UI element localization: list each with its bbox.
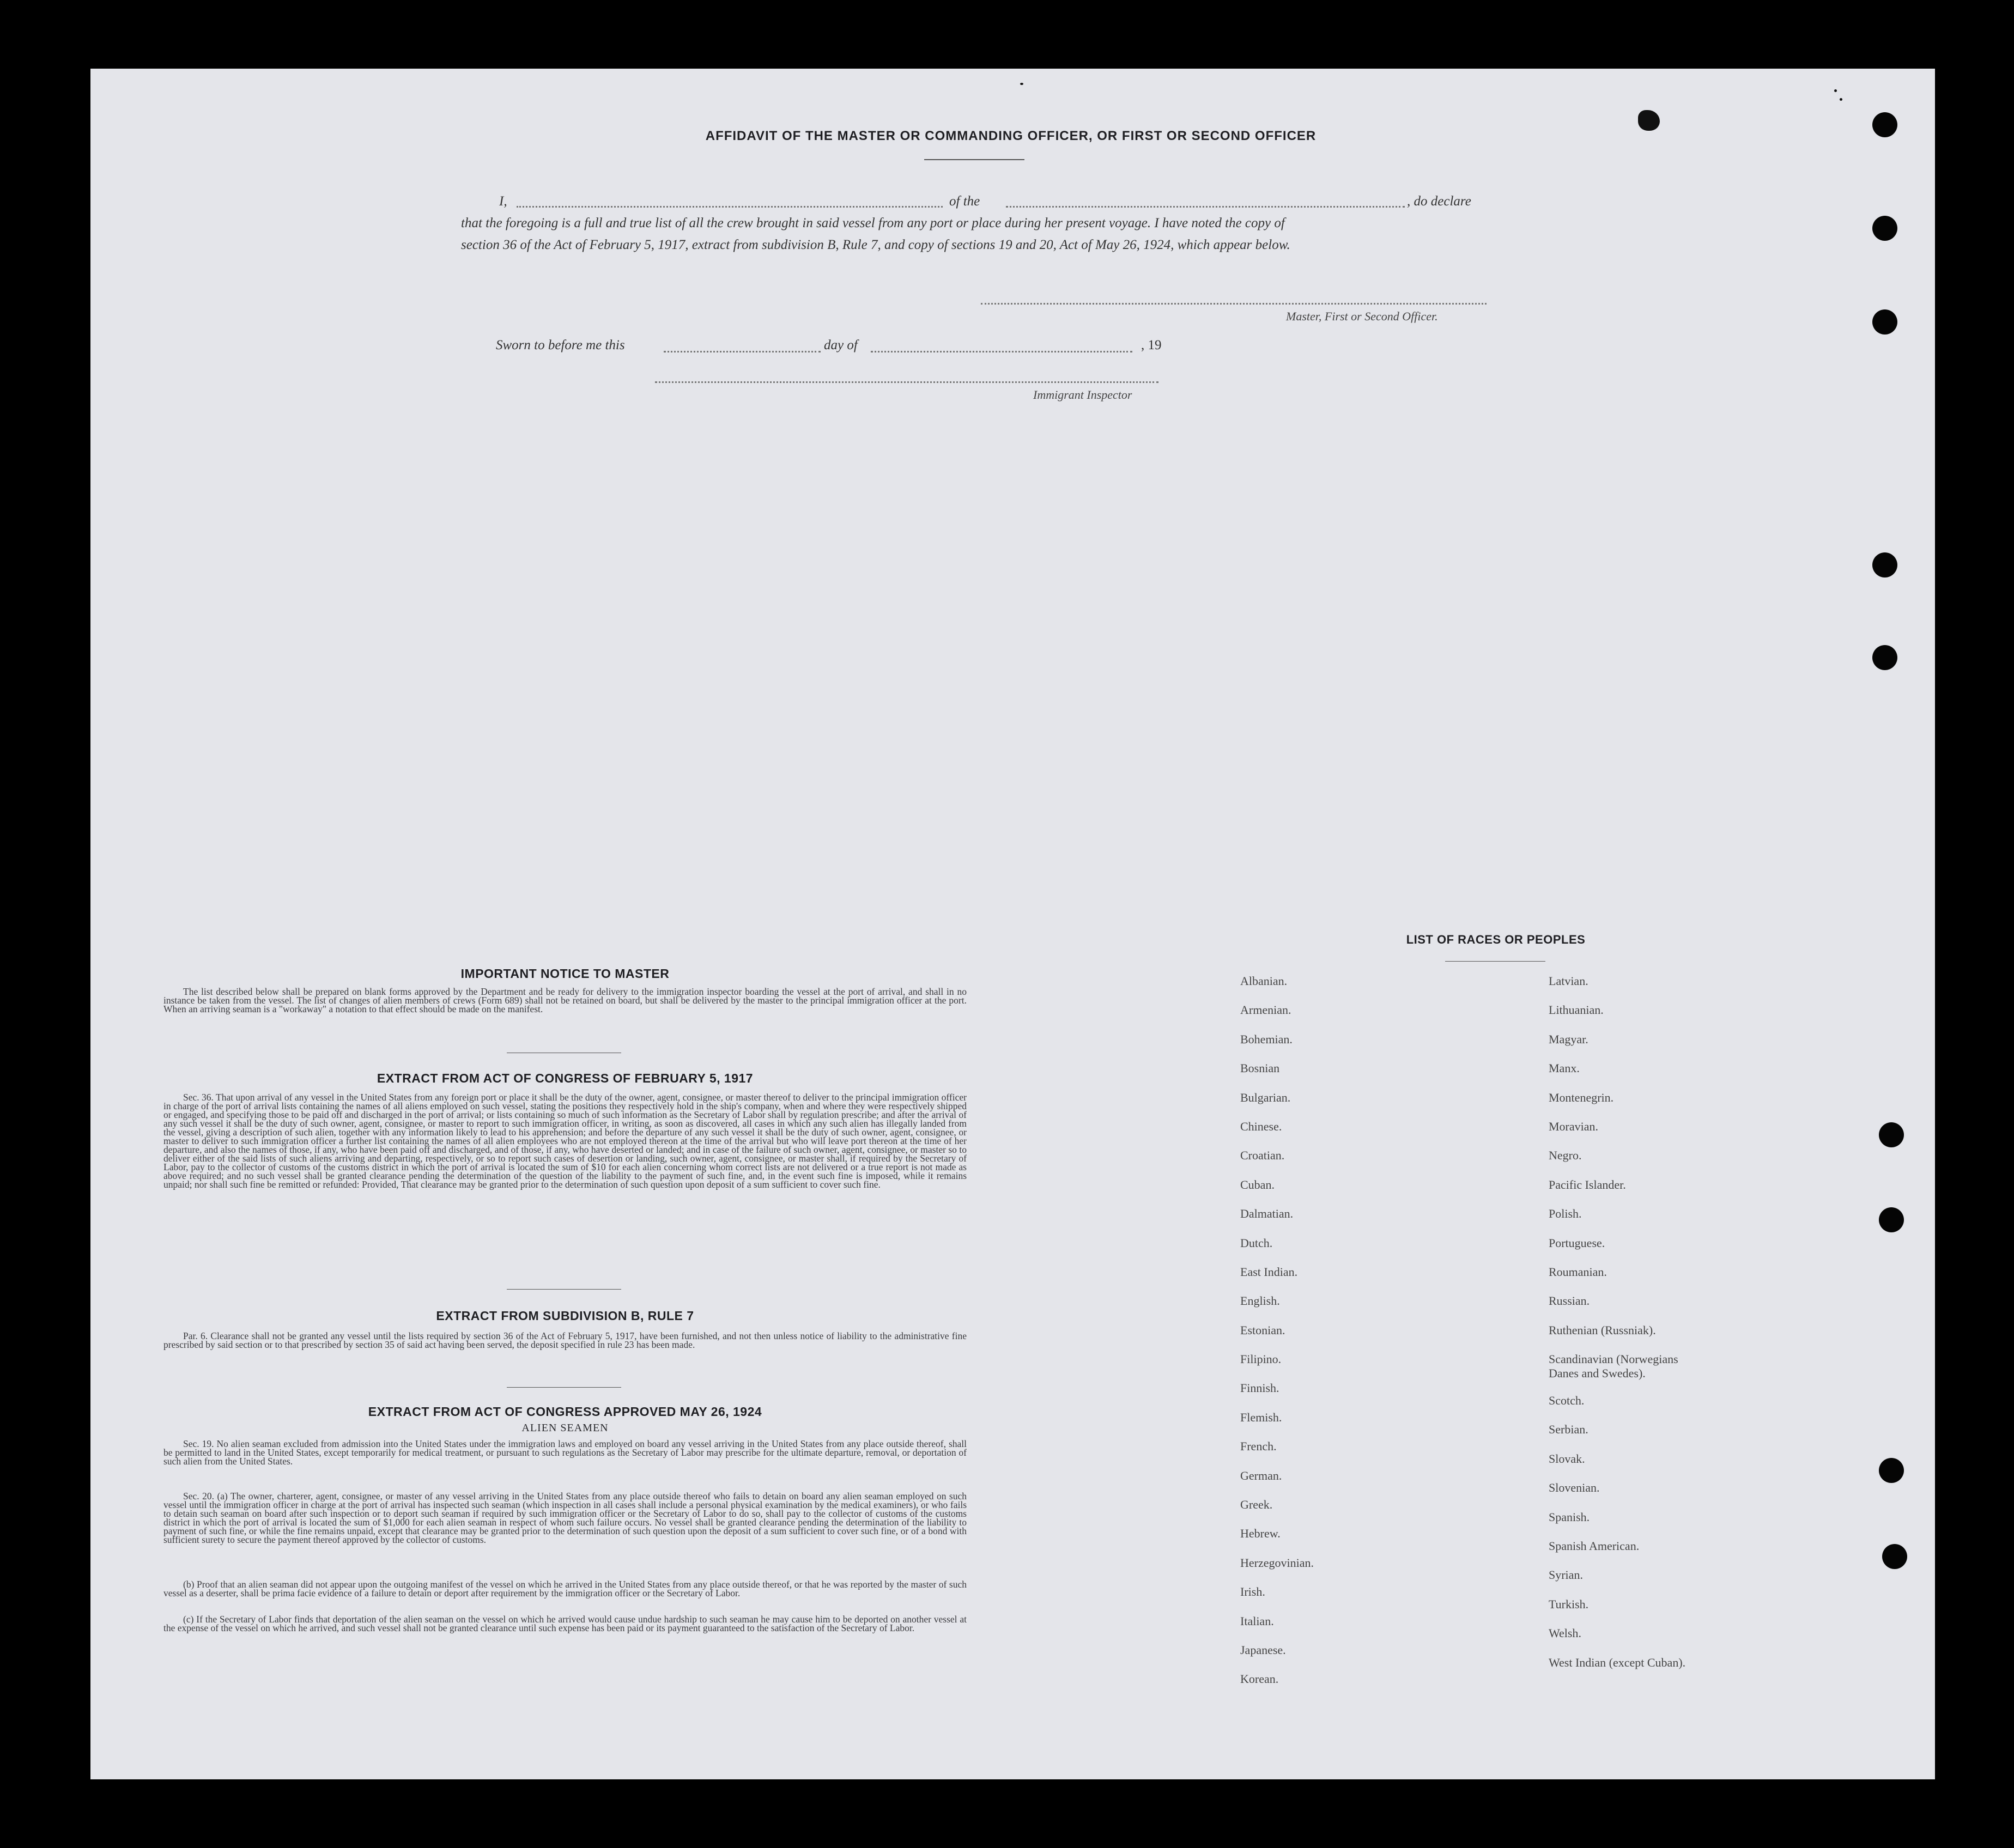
- race-item: Slovak.: [1549, 1451, 1585, 1466]
- race-item: Filipino.: [1240, 1352, 1282, 1366]
- sec20c-text: (c) If the Secretary of Labor finds that deportation of the alien seaman on the vessel on which he arrived would cause undue hardship to such seaman he may cause him to be deported on another vessel at the expense of the vessel on which he arrived, and such vessel shall not be granted clearance until such expense has been paid or its payment guaranteed to the satisfaction of the Secretary of Labor.: [163, 1614, 967, 1633]
- race-item: Ruthenian (Russniak).: [1549, 1323, 1656, 1337]
- race-item: French.: [1240, 1439, 1277, 1454]
- race-item: Turkish.: [1549, 1597, 1589, 1611]
- race-item: Flemish.: [1240, 1410, 1282, 1424]
- race-item: Scotch.: [1549, 1394, 1585, 1408]
- race-item: Bosnian: [1240, 1061, 1280, 1075]
- punch-hole: [1879, 1122, 1904, 1147]
- race-item: Cuban.: [1240, 1177, 1275, 1192]
- rule7-text: Par. 6. Clearance shall not be granted any vessel until the lists required by section 36 of the Act of February 5, 1917, have been furnished, and not then unless notice of liability to the administrative fine prescribed by said section or to that prescribed by section 35 of said act having been served, the deposit specified in rule 23 has been made.: [163, 1330, 967, 1350]
- ink-speck: [1840, 98, 1842, 101]
- race-item: Moravian.: [1549, 1119, 1599, 1133]
- punch-hole: [1872, 552, 1897, 578]
- master-signature-field[interactable]: [981, 303, 1487, 305]
- signature-label: Master, First or Second Officer.: [1286, 309, 1438, 323]
- races-right-column: [1549, 974, 1821, 1685]
- race-item: Montenegrin.: [1549, 1090, 1614, 1104]
- ink-speck: [1834, 89, 1837, 92]
- punch-hole: [1879, 1458, 1904, 1483]
- notice-text: The list described below shall be prepared on blank forms approved by the Department and be ready for delivery to the immigration inspector boarding the vessel at the port of arrival, and shall in no instance be taken from the vessel. The list of changes of alien members of crews (Form 689) shall not be retained on board, but shall be delivered by the master to the principal immigration officer at the port. When an arriving seaman is a "workaway" a notation to that effect should be made on the manifest.: [163, 986, 967, 1014]
- race-item: Bulgarian.: [1240, 1090, 1291, 1104]
- inspector-signature-field[interactable]: [655, 381, 1158, 383]
- divider: [507, 1289, 621, 1290]
- day-of-label: day of: [824, 338, 858, 352]
- affidavit-line-2: that the foregoing is a full and true list of all the crew brought in said vessel from any port or place during her present voyage. I have noted the copy of: [461, 216, 1285, 230]
- inspector-label: Immigrant Inspector: [1033, 388, 1132, 402]
- race-item: Pacific Islander.: [1549, 1177, 1626, 1192]
- race-item: Serbian.: [1549, 1423, 1588, 1437]
- rule7-title: EXTRACT FROM SUBDIVISION B, RULE 7: [436, 1309, 694, 1323]
- race-item: Manx.: [1549, 1061, 1580, 1075]
- race-item: English.: [1240, 1294, 1280, 1308]
- punch-hole: [1882, 1544, 1907, 1569]
- title-rule: [924, 159, 1024, 160]
- race-item: Scandinavian (Norwegians Danes and Swedes).: [1549, 1352, 1678, 1381]
- race-item: Korean.: [1240, 1672, 1279, 1686]
- races-left-column: [1240, 974, 1513, 1701]
- race-item: Negro.: [1549, 1148, 1582, 1163]
- ink-blot: [1638, 110, 1660, 131]
- race-item: Dutch.: [1240, 1236, 1273, 1250]
- race-item: West Indian (except Cuban).: [1549, 1655, 1686, 1669]
- affidavit-i: I,: [499, 194, 507, 209]
- race-item: Italian.: [1240, 1614, 1274, 1628]
- sec19-text: Sec. 19. No alien seaman excluded from admission into the United States under the immigration laws and employed on board any vessel arriving in the United States from any place outside thereof, shall be permitted to land in the United States, except temporarily for medical treatment, or pursuant to such regulations as the Secretary of Labor may prescribe for the ultimate departure, removal, or deportation of such alien from the United States.: [163, 1438, 967, 1467]
- race-item: East Indian.: [1240, 1265, 1298, 1279]
- punch-hole: [1872, 112, 1897, 137]
- race-item: Croatian.: [1240, 1148, 1285, 1163]
- race-item: Slovenian.: [1549, 1481, 1600, 1495]
- affidavit-of-the: of the: [949, 194, 980, 209]
- race-item: Portuguese.: [1549, 1236, 1605, 1250]
- race-item: Welsh.: [1549, 1626, 1581, 1640]
- sworn-month-field[interactable]: [871, 351, 1132, 352]
- race-item: Spanish.: [1549, 1510, 1590, 1524]
- race-item: Bohemian.: [1240, 1032, 1293, 1046]
- race-item: Estonian.: [1240, 1323, 1285, 1337]
- extract-1917-text: Sec. 36. That upon arrival of any vessel in the United States from any foreign port or place it shall be the duty of the owner, agent, consignee, or master thereof to deliver to the principal immigration officer in charge of the port of arrival lists containing the names of all aliens employed on such vessel, stating the positions they respectively hold in the ship's company, when and where they were respectively shipped or engaged, and specifying those to be paid off and discharged in the port of arrival; or lists containing so much of such information as the Secretary of Labor shall by regulation prescribe; and after the arrival of any such vessel it shall be the duty of such owner, agent, consignee, or master to report to such immigration officer, in writing, as soon as discovered, all cases in which any such alien has illegally landed from the vessel, giving a description of such alien, together with any information likely to lead to his apprehension; and before the departure of any such vessel it shall be the duty of such owner, agent, consignee, or master to deliver to such immigration officer a further list containing the names of all alien employees who are not employed thereon at the time of the arrival but who will leave port thereon at the time of her departure, and also the names of those, if any, who have been paid off and discharged, and of those, if any, who have deserted or landed; and in case of the failure of such owner, agent, consignee, or master so to deliver either of the said lists of such aliens arriving and departing, respectively, or so to report such cases of desertion or landing, such owner, agent, consignee, or master shall, if required by the Secretary of Labor, pay to the collector of customs of the customs district in which the port of arrival is located the sum of $10 for each alien concerning whom correct lists are not delivered or a true report is not made as above required; and no such vessel shall be granted clearance pending the determination of the question of the liability to the payment of such fine, and, in the event such fine is imposed, while it remains unpaid; nor shall such fine be remitted or refunded: Provided, That clearance may be granted prior to the determination of such question upon deposit of a sum sufficient to cover such fine.: [163, 1092, 967, 1190]
- alien-seamen-subtitle: ALIEN SEAMEN: [521, 1422, 609, 1434]
- punch-hole: [1879, 1207, 1904, 1232]
- race-item: Spanish American.: [1549, 1539, 1640, 1553]
- sworn-day-field[interactable]: [664, 351, 821, 352]
- race-item: Polish.: [1549, 1207, 1582, 1221]
- race-item: Greek.: [1240, 1498, 1273, 1512]
- affidavit-line-3: section 36 of the Act of February 5, 1917, extract from subdivision B, Rule 7, and copy of sections 19 and 20, Act of May 26, 1924, which appear below.: [461, 238, 1290, 252]
- master-name-field[interactable]: [517, 206, 943, 208]
- notice-title: IMPORTANT NOTICE TO MASTER: [460, 966, 670, 981]
- race-item: Roumanian.: [1549, 1265, 1607, 1279]
- races-rule: [1445, 961, 1545, 962]
- race-item: German.: [1240, 1468, 1282, 1482]
- year-prefix: , 19: [1141, 338, 1162, 352]
- vessel-name-field[interactable]: [1006, 206, 1405, 208]
- race-item: Japanese.: [1240, 1643, 1286, 1657]
- race-item: Chinese.: [1240, 1119, 1282, 1133]
- affidavit-title: AFFIDAVIT OF THE MASTER OR COMMANDING OFFICER, OR FIRST OR SECOND OFFICER: [705, 129, 1317, 143]
- race-item: Hebrew.: [1240, 1527, 1281, 1541]
- punch-hole: [1872, 309, 1897, 335]
- race-item: Latvian.: [1549, 974, 1588, 988]
- ink-speck: [1020, 83, 1023, 85]
- sec20b-text: (b) Proof that an alien seaman did not appear upon the outgoing manifest of the vessel on which he arrived in the United States from any place outside thereof, or that he was reported by the master of such vessel as a deserter, shall be prima facie evidence of a failure to detain or deport after requirement by the immigration officer or the Secretary of Labor.: [163, 1579, 967, 1598]
- race-item: Russian.: [1549, 1294, 1590, 1308]
- extract-1924-title: EXTRACT FROM ACT OF CONGRESS APPROVED MAY 26, 1924: [368, 1405, 762, 1419]
- races-title: LIST OF RACES OR PEOPLES: [1406, 933, 1586, 946]
- race-item: Syrian.: [1549, 1568, 1583, 1582]
- race-item: Dalmatian.: [1240, 1207, 1294, 1221]
- punch-hole: [1872, 645, 1897, 670]
- race-item: Albanian.: [1240, 974, 1288, 988]
- punch-hole: [1872, 216, 1897, 241]
- race-item: Irish.: [1240, 1585, 1265, 1599]
- race-item: Armenian.: [1240, 1003, 1291, 1017]
- race-item: Herzegovinian.: [1240, 1555, 1314, 1570]
- sec20a-text: Sec. 20. (a) The owner, charterer, agent, consignee, or master of any vessel arriving in the United States from any place outside thereof who fails to detain on board any alien seaman employed on such vessel until the immigration officer in charge at the port of arrival has inspected such seaman (which inspection in all cases shall include a personal physical examination by the medical examiners), or who fails to detain such seaman on board after such inspection or to deport such seaman if required by such immigration officer or the Secretary of Labor to do so, shall pay to the collector of customs of the customs district in which the port of arrival is located the sum of $1,000 for each alien seaman in respect of whom such failure occurs. No vessel shall be granted clearance pending the determination of the liability to payment of such fine, or while the fine remains unpaid, except that clearance may be granted prior to the determination of such question upon the deposit of a sum sufficient to cover such fine, or of a bond with sufficient surety to secure the payment thereof approved by the collector of customs.: [163, 1491, 967, 1545]
- affidavit-declare: , do declare: [1407, 194, 1471, 209]
- extract-1917-title: EXTRACT FROM ACT OF CONGRESS OF FEBRUARY 5, 1917: [377, 1071, 754, 1085]
- race-item: Finnish.: [1240, 1381, 1279, 1395]
- race-item: Lithuanian.: [1549, 1003, 1604, 1017]
- sworn-text: Sworn to before me this: [496, 338, 625, 352]
- divider: [507, 1387, 621, 1388]
- race-item: Magyar.: [1549, 1032, 1588, 1046]
